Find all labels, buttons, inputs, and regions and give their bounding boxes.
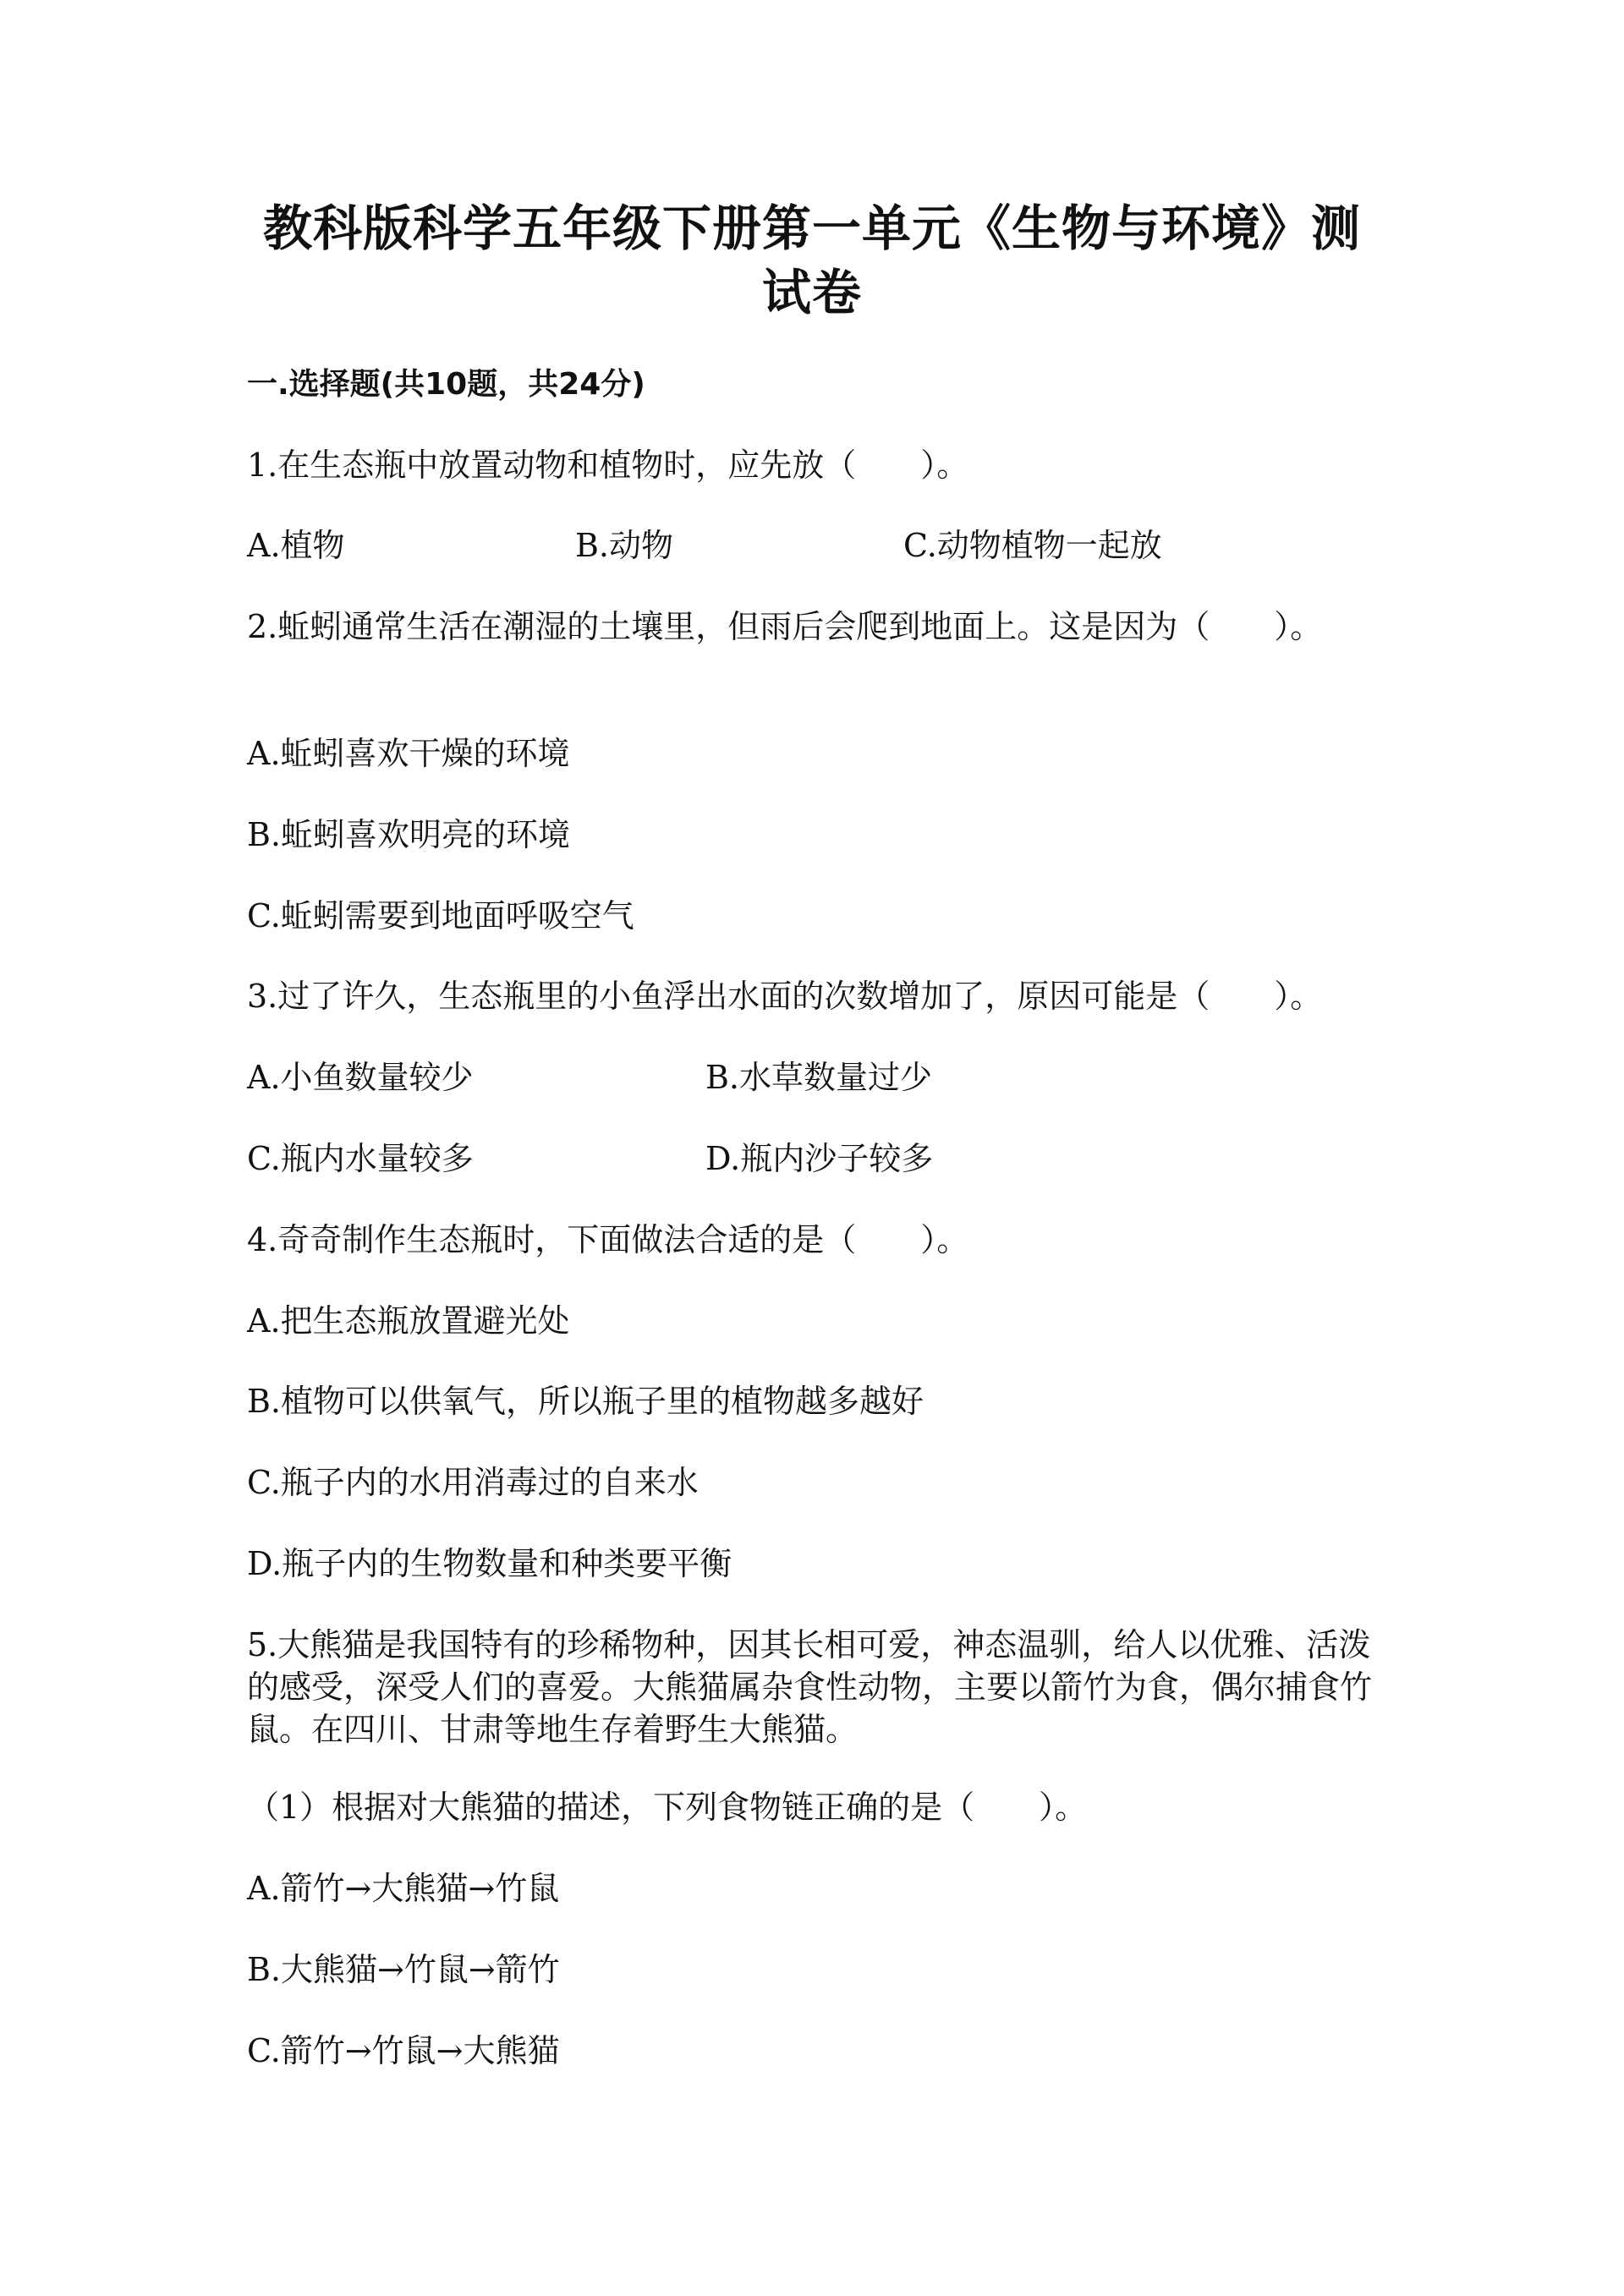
page-title — [245, 196, 1379, 325]
question-2-stem: 2.蚯蚓通常生活在潮湿的土壤里，但雨后会爬到地面上。这是因为（ ）。 — [247, 608, 1323, 645]
question-1-option-b: B.动物 — [575, 527, 674, 564]
question-3-option-a: A.小鱼数量较少 — [247, 1059, 474, 1096]
question-1-stem: 1.在生态瓶中放置动物和植物时，应先放（ ）。 — [247, 447, 969, 484]
question-5-option-c: C.箭竹→竹鼠→大熊猫 — [247, 2032, 560, 2069]
question-5-stem: 5.大熊猫是我国特有的珍稀物种，因其长相可爱，神态温驯，给人以优雅、活泼的感受，深受人们的喜爱。大熊猫属杂食性动物，主要以箭竹为食，偶尔捕食竹鼠。在四川、甘肃等地生存着野生大熊猫。 — [247, 1626, 1373, 1748]
question-5-sub-1: （1）根据对大熊猫的描述，下列食物链正确的是（ ）。 — [247, 1789, 1088, 1826]
question-2-option-b: B.蚯蚓喜欢明亮的环境 — [247, 816, 571, 853]
question-4-option-d: D.瓶子内的生物数量和种类要平衡 — [247, 1545, 732, 1582]
question-4-option-c: C.瓶子内的水用消毒过的自来水 — [247, 1464, 699, 1501]
question-4-option-a: A.把生态瓶放置避光处 — [247, 1302, 570, 1340]
question-3-option-d: D.瓶内沙子较多 — [705, 1140, 934, 1177]
question-4-option-b: B.植物可以供氧气，所以瓶子里的植物越多越好 — [247, 1383, 924, 1420]
question-1-option-c: C.动物植物一起放 — [903, 527, 1162, 564]
question-3-option-b: B.水草数量过少 — [705, 1059, 933, 1096]
question-1-option-a: A.植物 — [247, 527, 345, 564]
question-3-option-c: C.瓶内水量较多 — [247, 1140, 474, 1177]
question-4-stem: 4.奇奇制作生态瓶时，下面做法合适的是（ ）。 — [247, 1221, 969, 1258]
title-line-1: 教科版科学五年级下册第一单元《生物与环境》测 — [262, 200, 1361, 257]
title-line-2: 试卷 — [761, 264, 862, 321]
question-2-option-c: C.蚯蚓需要到地面呼吸空气 — [247, 897, 634, 934]
question-2-option-a: A.蚯蚓喜欢干燥的环境 — [247, 735, 570, 772]
section-heading: 一.选择题(共10题，共24分) — [247, 367, 645, 402]
question-5-option-b: B.大熊猫→竹鼠→箭竹 — [247, 1951, 560, 1988]
question-3-stem: 3.过了许久，生态瓶里的小鱼浮出水面的次数增加了，原因可能是（ ）。 — [247, 978, 1323, 1015]
question-5-option-a: A.箭竹→大熊猫→竹鼠 — [247, 1870, 560, 1907]
